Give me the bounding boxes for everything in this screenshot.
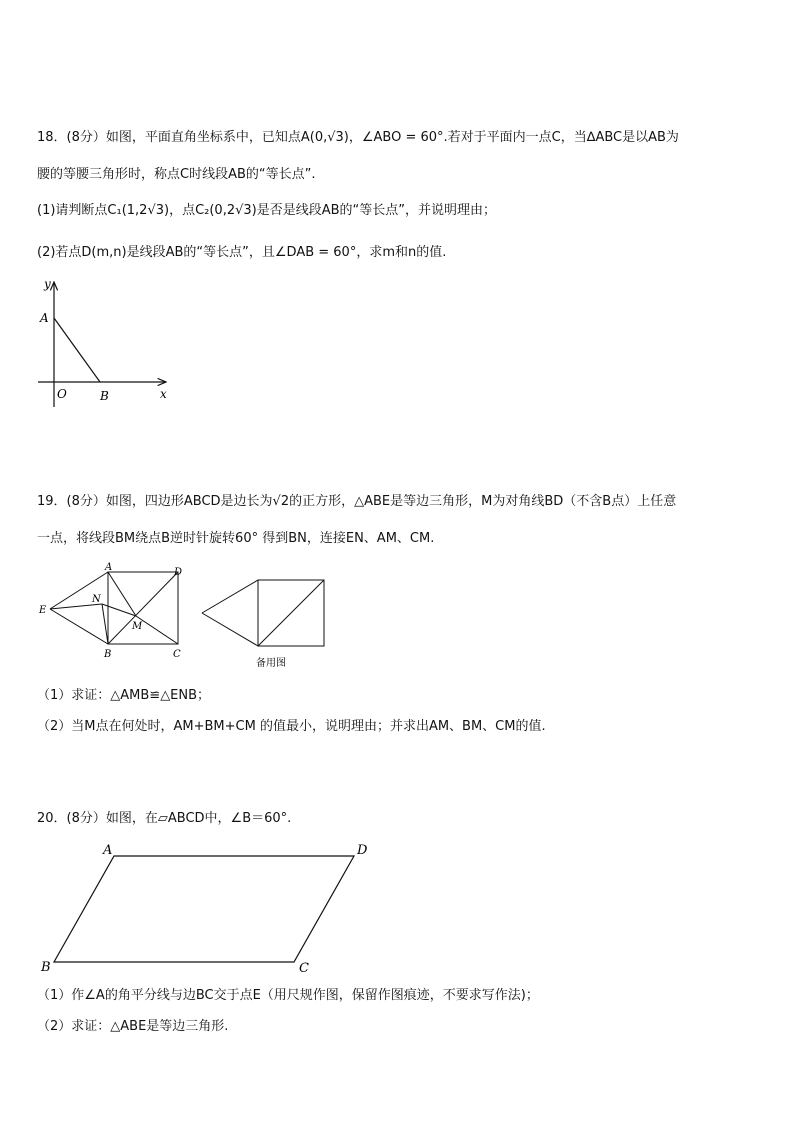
label-m: M [132,621,143,632]
label-a: A [103,843,113,858]
label-b: B [100,389,109,403]
label-a: A [105,562,113,573]
segment-ab [54,318,100,382]
q18-sub2: (2)若点D(m,n)是线段AB的“等长点”，且∠DAB = 60°，求m和n的值. [37,245,447,260]
q18-line1: 18．(8分）如图，平面直角坐标系中，已知点A(0,√3)，∠ABO = 60°.若对于平面内一点C，当∆ABC是以AB为 [37,130,679,145]
q20-sub2: （2）求证：△ABE是等边三角形. [37,1019,229,1034]
spare-triangle-bottom [202,613,258,646]
q18-sub1: (1)请判断点C₁(1,2√3)，点C₂(0,2√3)是否是线段AB的“等长点”，并说明理由； [37,203,497,218]
diagonal-bd [108,572,178,644]
label-a: A [40,311,49,325]
spare-diagonal [258,580,324,646]
label-e: E [39,605,47,616]
label-d: D [357,843,368,858]
segment-am [108,572,136,616]
q18-coordinate-figure [30,272,180,407]
label-x: x [160,387,167,401]
label-y: y [44,277,51,291]
label-c: C [173,649,181,660]
spare-figure-caption: 备用图 [256,658,286,669]
label-c: C [299,961,309,976]
q19-main-figure [36,562,191,662]
label-b: B [41,960,51,975]
spare-triangle-top [202,580,258,613]
segment-bn [102,604,108,644]
segment-nm [102,604,136,616]
label-n: N [92,594,101,605]
q20-parallelogram-figure [36,838,386,978]
q19-sub1: （1）求证：△AMB≌△ENB； [37,688,211,703]
side-eb [50,609,108,644]
segment-cm [136,616,178,644]
label-o: O [57,387,67,401]
label-d: D [174,567,183,578]
q19-spare-figure [198,575,333,670]
q19-line1: 19．(8分）如图，四边形ABCD是边长为√2的正方形，△ABE是等边三角形，M为对角线BD（不含B点）上任意 [37,494,677,509]
q18-line2: 腰的等腰三角形时，称点C时线段AB的“等长点”. [37,167,316,182]
q19-line2: 一点，将线段BM绕点B逆时针旋转60° 得到BN，连接EN、AM、CM. [37,531,435,546]
q20-line1: 20．(8分）如图，在▱ABCD中，∠B＝60°. [37,811,292,826]
q19-sub2: （2）当M点在何处时，AM+BM+CM 的值最小，说明理由；并求出AM、BM、CM的值. [37,719,546,734]
q20-sub1: （1）作∠A的角平分线与边BC交于点E（用尺规作图，保留作图痕迹，不要求写作法)； [37,988,539,1003]
label-b: B [104,649,112,660]
parallelogram-abcd [54,856,354,962]
